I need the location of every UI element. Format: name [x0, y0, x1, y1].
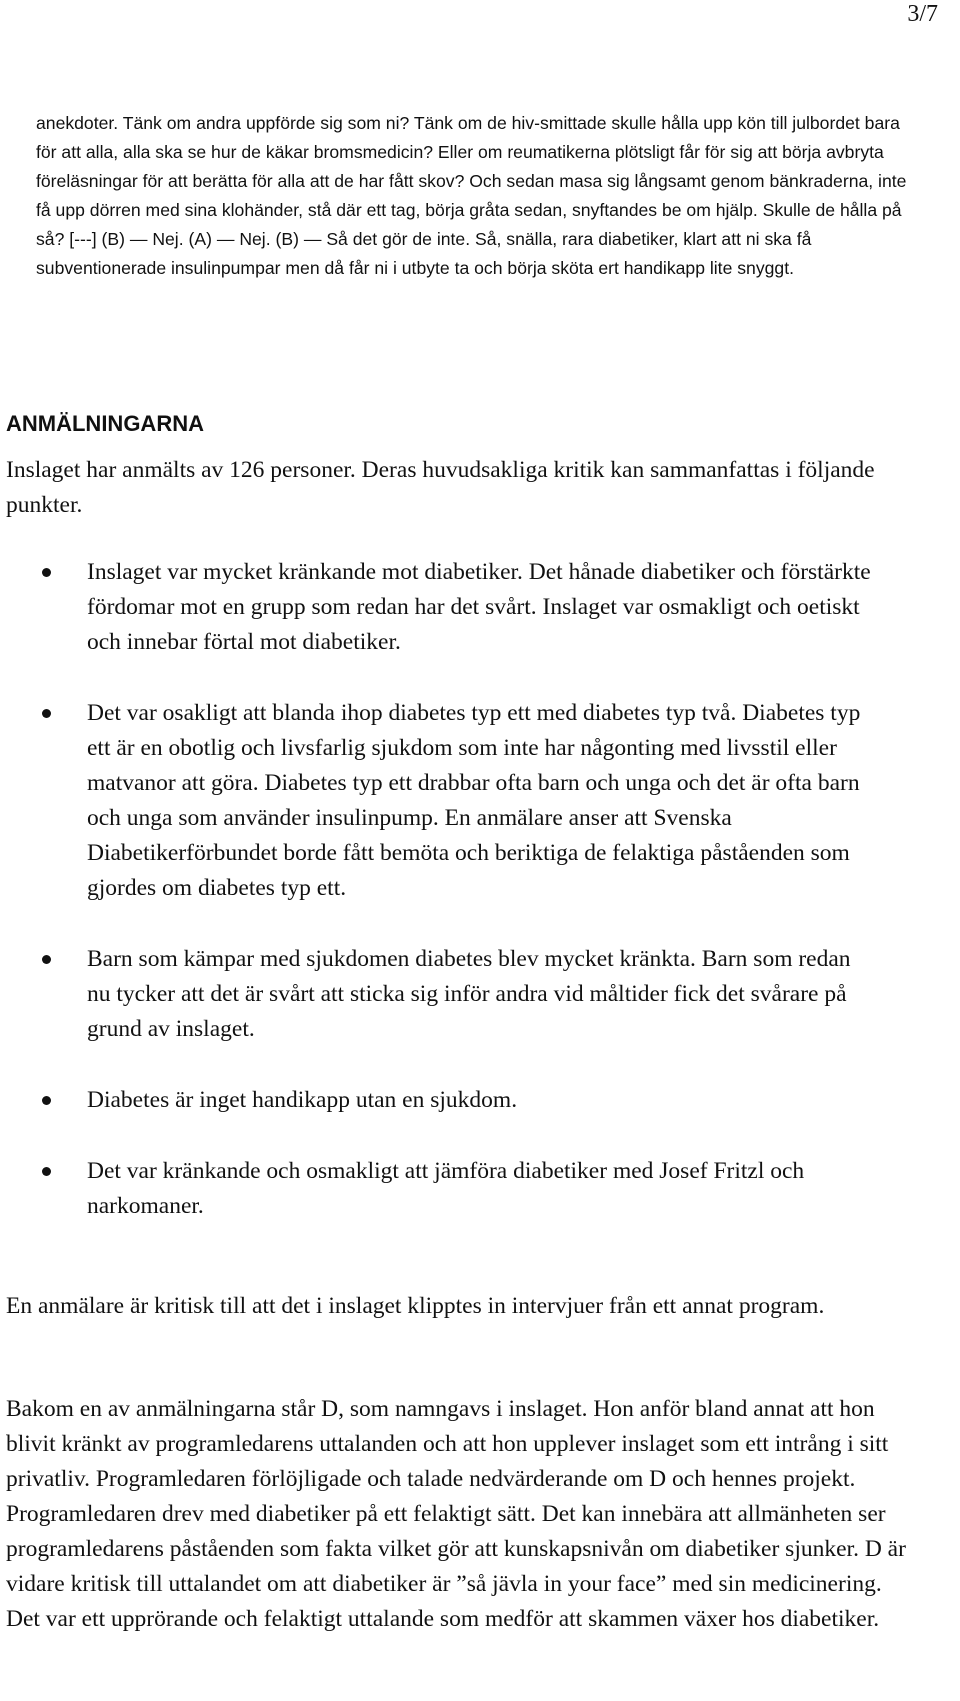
- list-item: [0, 1154, 877, 1224]
- list-item: [0, 1083, 877, 1118]
- list-item: [0, 555, 877, 660]
- bullet-icon: [42, 955, 51, 964]
- quoted-passage: anekdoter. Tänk om andra uppförde sig som ni? Tänk om de hiv-smittade skulle hålla upp kön till julbordet bara för att alla, alla ska se hur de käkar bromsmedicin? Eller om reumatikerna plötsligt får för sig att börja avbryta föreläsningar för att berätta för alla att de har fått skov? Och sedan masa sig långsamt genom bänkraderna, inte få upp dörren med sina klohänder, stå där ett tag, börja gråta sedan, snyftandes be om hjälp. Skulle de hålla på så? [---] (B) — Nej. (A) — Nej. (B) — Så det gör de inte. Så, snälla, rara diabetiker, klart att ni ska få subventionerade insulinpumpar men då får ni i utbyte ta och börja sköta ert handikapp lite snyggt.: [36, 113, 907, 278]
- list-item: [0, 942, 877, 1047]
- list-item-text: Det var osakligt att blanda ihop diabetes typ ett med diabetes typ två. Diabetes typ ett är en obotlig och livsfarlig sjukdom som inte har någonting med livsstil eller matvanor att göra. Diabetes typ ett drabbar ofta barn och unga och det är ofta barn och unga som använder insulinpump. En anmälare anser att Svenska Diabetikerförbundet borde fått bemöta och beriktiga de felaktiga påståenden som gjordes om diabetes typ ett.: [87, 700, 861, 901]
- list-item: [0, 696, 877, 906]
- body-paragraph-1: En anmälare är kritisk till att det i inslaget klipptes in intervjuer från ett annat program.: [6, 1293, 825, 1319]
- list-item-text: Inslaget var mycket kränkande mot diabetiker. Det hånade diabetiker och förstärkte fördomar mot en grupp som redan har det svårt. Inslaget var osmakligt och oetiskt och innebar förtal mot diabetiker.: [87, 559, 871, 655]
- complaint-list: [0, 555, 960, 1260]
- bullet-icon: [42, 1096, 51, 1105]
- list-item-text: Diabetes är inget handikapp utan en sjukdom.: [87, 1087, 518, 1113]
- section-heading: ANMÄLNINGARNA: [6, 411, 204, 436]
- bullet-icon: [42, 1167, 51, 1176]
- bullet-icon: [42, 568, 51, 577]
- list-item-text: Barn som kämpar med sjukdomen diabetes blev mycket kränkta. Barn som redan nu tycker att det är svårt att sticka sig inför andra vid måltider fick det svårare på grund av inslaget.: [87, 946, 851, 1042]
- body-paragraph-2: Bakom en av anmälningarna står D, som namngavs i inslaget. Hon anför bland annat att hon blivit kränkt av programledarens uttalanden och att hon upplever inslaget som ett intrång i sitt privatliv. Programledaren förlöjligade och talade nedvärderande om D och hennes projekt. Programledaren drev med diabetiker på ett felaktigt sätt. Det kan innebära att allmänheten ser programledarens påståenden som fakta vilket gör att kunskapsnivån om diabetiker sjunker. D är vidare kritisk till uttalandet om att diabetiker är ”så jävla in your face” med sin medicinering. Det var ett upprörande och felaktigt uttalande som medför att skammen växer hos diabetiker.: [6, 1396, 906, 1632]
- page-number: 3/7: [907, 1, 938, 27]
- intro-paragraph: Inslaget har anmälts av 126 personer. Deras huvudsakliga kritik kan sammanfattas i följande punkter.: [6, 457, 875, 518]
- bullet-icon: [42, 709, 51, 718]
- list-item-text: Det var kränkande och osmakligt att jämföra diabetiker med Josef Fritzl och narkomaner.: [87, 1158, 805, 1219]
